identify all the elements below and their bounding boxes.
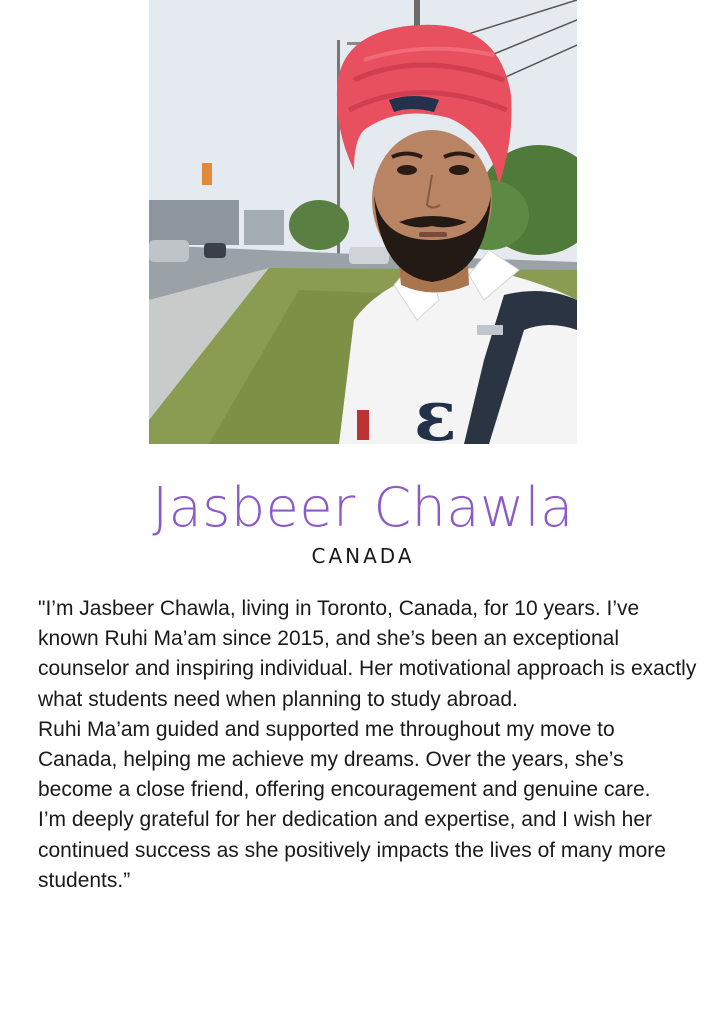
profile-photo — [149, 0, 577, 444]
testimonial-paragraph: "I’m Jasbeer Chawla, living in Toronto, Canada, for 10 years. I’ve known Ruhi Ma’am since 2015, and she’s been an exceptional counselor and inspiring individual. Her motivational approach is exactly what students need when planning to study abroad. — [38, 597, 697, 711]
testimonial-paragraph: I’m deeply grateful for her dedication and expertise, and I wish her continued success as she positively impacts the lives of many more students.” — [38, 808, 666, 892]
svg-text:ε: ε — [414, 374, 457, 444]
profile-photo-illustration — [149, 0, 577, 444]
person-name: Jasbeer Chawla — [152, 476, 574, 539]
person-country: CANADA — [311, 544, 415, 568]
testimonial-text — [38, 594, 698, 896]
testimonial-paragraph: Ruhi Ma’am guided and supported me throughout my move to Canada, helping me achieve my dreams. Over the years, she’s become a close friend, offering encouragement and genuine care. — [38, 717, 651, 802]
